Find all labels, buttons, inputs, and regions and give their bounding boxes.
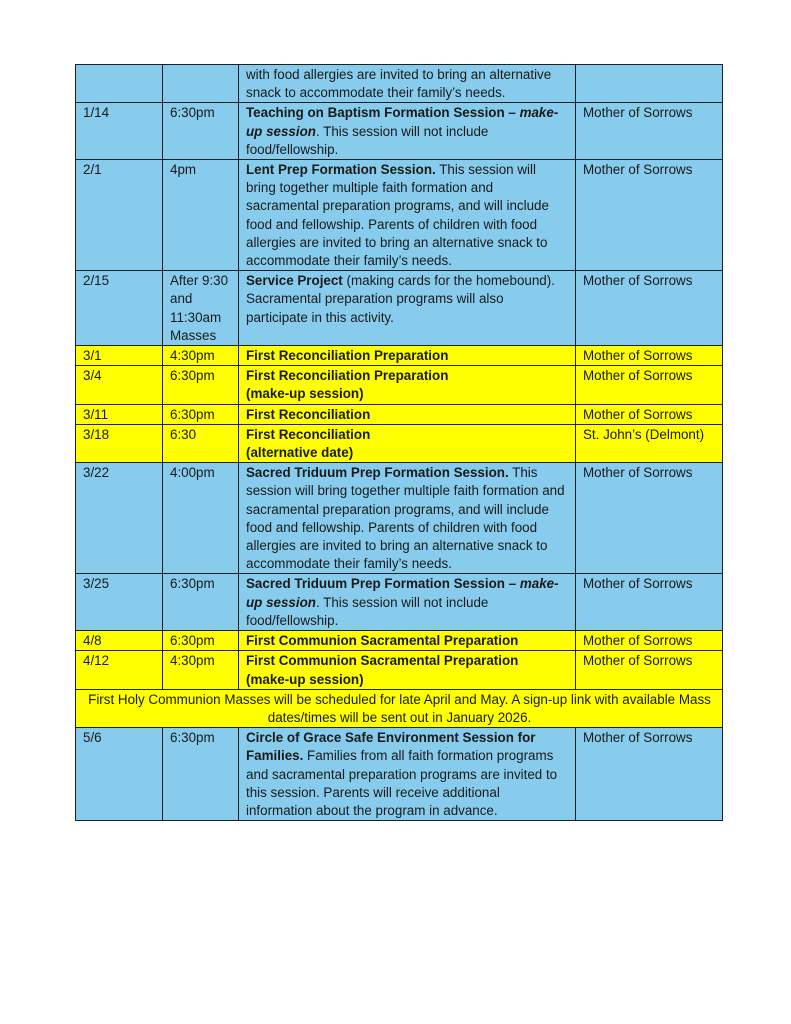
- description-text: (making cards for the homebound). Sacramental preparation programs will also participate in this activity.: [246, 273, 555, 325]
- time-cell: 4:30pm: [163, 651, 239, 689]
- description-title: Circle of Grace Safe Environment Session for Families.: [246, 730, 536, 764]
- description-cell: [239, 574, 576, 631]
- description-cell: [239, 160, 576, 271]
- description-text: This session will bring together multiple faith formation and sacramental preparation programs, and will include food and fellowship. Parents of children with food allergies are invited to bring an alternative snack to accommodate their family’s needs.: [246, 465, 565, 572]
- table-row: [76, 574, 723, 631]
- description-subtitle: (make-up session): [246, 386, 364, 402]
- description-text: Families from all faith formation programs and sacramental preparation programs are invited to this session. Parents will receive additional information about the program in advance.: [246, 748, 558, 818]
- communion-notice: First Holy Communion Masses will be scheduled for late April and May. A sign-up link with available Mass dates/times will be sent out in January 2026.: [76, 689, 723, 727]
- table-row: [76, 424, 723, 462]
- description-text: This session will bring together multiple faith formation and sacramental preparation programs, and will include food and fellowship. Parents of children with food allergies are invited to bring an alternative snack to accommodate their family’s needs.: [246, 162, 549, 269]
- description-cell: [239, 463, 576, 574]
- table-row: [76, 271, 723, 346]
- table-row: [76, 651, 723, 689]
- table-row: [76, 366, 723, 404]
- date-cell: 5/6: [76, 728, 163, 821]
- description-cell: [239, 651, 576, 689]
- date-cell: 3/25: [76, 574, 163, 631]
- location-cell: Mother of Sorrows: [576, 574, 723, 631]
- description-title: First Reconciliation: [246, 426, 371, 442]
- time-cell: 6:30pm: [163, 728, 239, 821]
- schedule-table: [75, 64, 723, 821]
- description-text: with food allergies are invited to bring an alternative snack to accommodate their family’s needs.: [246, 67, 552, 101]
- time-cell: 4pm: [163, 160, 239, 271]
- description-cell: [239, 424, 576, 462]
- description-text: . This session will not include food/fellowship.: [246, 123, 489, 157]
- location-cell: Mother of Sorrows: [576, 103, 723, 160]
- table-row: [76, 103, 723, 160]
- time-cell: 6:30: [163, 424, 239, 462]
- time-cell: 4:30pm: [163, 346, 239, 366]
- date-cell: 3/18: [76, 424, 163, 462]
- table-row: [76, 346, 723, 366]
- description-cell: [239, 404, 576, 424]
- table-row: [76, 404, 723, 424]
- location-cell: Mother of Sorrows: [576, 728, 723, 821]
- location-cell: Mother of Sorrows: [576, 271, 723, 346]
- date-cell: [76, 65, 163, 103]
- location-cell: Mother of Sorrows: [576, 463, 723, 574]
- description-cell: [239, 65, 576, 103]
- description-cell: [239, 346, 576, 366]
- description-title: Lent Prep Formation Session.: [246, 162, 436, 178]
- time-cell: 4:00pm: [163, 463, 239, 574]
- description-emphasis: make-up session: [246, 105, 559, 139]
- date-cell: 2/15: [76, 271, 163, 346]
- description-title: First Communion Sacramental Preparation: [246, 653, 519, 669]
- time-cell: 6:30pm: [163, 404, 239, 424]
- location-cell: Mother of Sorrows: [576, 631, 723, 651]
- table-row: [76, 631, 723, 651]
- date-cell: 3/1: [76, 346, 163, 366]
- location-cell: Mother of Sorrows: [576, 366, 723, 404]
- notice-row: [76, 689, 723, 727]
- date-cell: 3/11: [76, 404, 163, 424]
- table-row: [76, 160, 723, 271]
- date-cell: 2/1: [76, 160, 163, 271]
- description-title: First Reconciliation: [246, 406, 371, 422]
- description-title: Sacred Triduum Prep Formation Session –: [246, 576, 517, 592]
- location-cell: Mother of Sorrows: [576, 404, 723, 424]
- table-row: [76, 728, 723, 821]
- location-cell: Mother of Sorrows: [576, 651, 723, 689]
- description-cell: [239, 103, 576, 160]
- date-cell: 4/8: [76, 631, 163, 651]
- description-subtitle: (make-up session): [246, 671, 364, 687]
- description-title: First Communion Sacramental Preparation: [246, 633, 519, 649]
- description-cell: [239, 366, 576, 404]
- date-cell: 1/14: [76, 103, 163, 160]
- location-cell: St. John’s (Delmont): [576, 424, 723, 462]
- location-cell: [576, 65, 723, 103]
- location-cell: Mother of Sorrows: [576, 160, 723, 271]
- description-subtitle: (alternative date): [246, 445, 354, 461]
- time-cell: [163, 65, 239, 103]
- time-cell: 6:30pm: [163, 574, 239, 631]
- description-emphasis: make-up session: [246, 576, 559, 610]
- date-cell: 3/22: [76, 463, 163, 574]
- date-cell: 3/4: [76, 366, 163, 404]
- description-cell: [239, 631, 576, 651]
- time-cell: 6:30pm: [163, 366, 239, 404]
- description-cell: [239, 271, 576, 346]
- location-cell: Mother of Sorrows: [576, 346, 723, 366]
- description-cell: [239, 728, 576, 821]
- table-row: [76, 463, 723, 574]
- description-text: . This session will not include food/fellowship.: [246, 594, 489, 628]
- description-title: Service Project: [246, 273, 343, 289]
- description-title: Teaching on Baptism Formation Session –: [246, 105, 516, 121]
- description-title: First Reconciliation Preparation: [246, 348, 449, 364]
- description-title: First Reconciliation Preparation: [246, 368, 449, 384]
- date-cell: 4/12: [76, 651, 163, 689]
- time-cell: 6:30pm: [163, 103, 239, 160]
- table-row: [76, 65, 723, 103]
- time-cell: After 9:30 and 11:30am Masses: [163, 271, 239, 346]
- description-title: Sacred Triduum Prep Formation Session.: [246, 465, 509, 481]
- time-cell: 6:30pm: [163, 631, 239, 651]
